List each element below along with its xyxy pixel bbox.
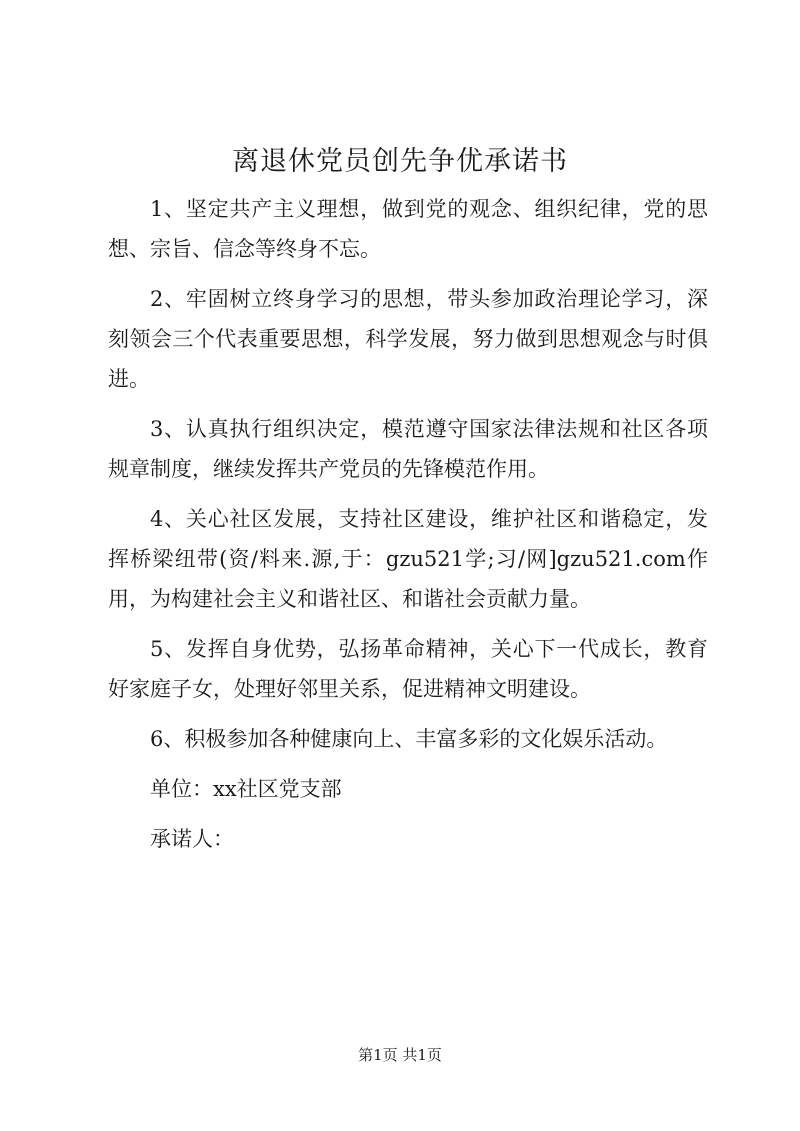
commitment-item-5: 5、发挥自身优势，弘扬革命精神，关心下一代成长，教育好家庭子女，处理好邻里关系，促进精神文明建设。	[108, 637, 708, 701]
document-title: 离退休党员创先争优承诺书	[232, 146, 568, 177]
commitment-item-4: 4、关心社区发展，支持社区建设，维护社区和谐稳定，发挥桥梁纽带(资/料来.源,于：gzu521学;习/网]gzu521.com作用，为构建社会主义和谐社区、和谐社会贡献力量。	[108, 507, 708, 611]
commitment-item-1: 1、坚定共产主义理想，做到党的观念、组织纪律，党的思想、宗旨、信念等终身不忘。	[108, 197, 708, 261]
commitment-item-3: 3、认真执行组织决定，模范遵守国家法律法规和社区各项规章制度，继续发挥共产党员的先锋模范作用。	[108, 417, 708, 481]
commitment-item-6: 6、积极参加各种健康向上、丰富多彩的文化娱乐活动。	[150, 727, 668, 751]
document-body	[108, 189, 708, 869]
commitment-item-2: 2、牢固树立终身学习的思想，带头参加政治理论学习，深刻领会三个代表重要思想，科学发展，努力做到思想观念与时俱进。	[108, 287, 708, 391]
unit-line: 单位：xx社区党支部	[150, 777, 342, 801]
page-footer: 第1页 共1页	[358, 1046, 442, 1064]
signer-line: 承诺人：	[150, 827, 234, 851]
